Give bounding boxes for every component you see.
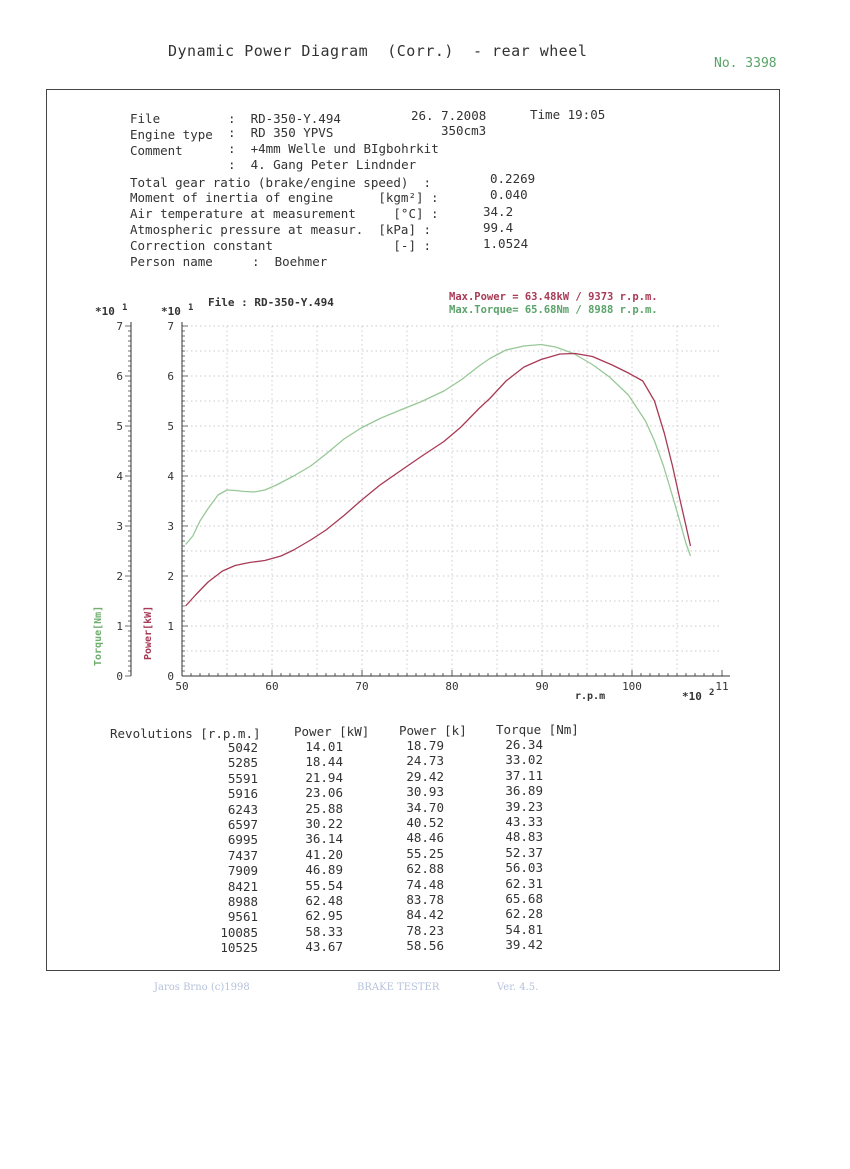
table-cell: 43.67 bbox=[305, 939, 343, 955]
x-tick-label: 60 bbox=[265, 680, 279, 693]
file-value: : RD-350-Y.494 bbox=[228, 111, 341, 126]
table-cell: 41.20 bbox=[305, 846, 343, 862]
comment-value-1: : +4mm Welle und BIgbohrkit bbox=[228, 141, 439, 156]
table-cell: 18.79 bbox=[406, 738, 444, 753]
table-cell: 9561 bbox=[227, 909, 258, 925]
table-cell: 39.23 bbox=[505, 798, 543, 814]
y-tick-label-power: 2 bbox=[167, 570, 174, 583]
inertia-label: Moment of inertia of engine [kgm²] : bbox=[130, 190, 439, 205]
air-temp-value: 34.2 bbox=[483, 204, 514, 219]
page-title: Dynamic Power Diagram (Corr.) - rear wheel bbox=[168, 42, 588, 60]
table-cell: 30.93 bbox=[406, 784, 444, 800]
engine-type-value: : RD 350 YPVS bbox=[228, 125, 334, 140]
y-tick-label-torque: 3 bbox=[116, 520, 123, 533]
table-column bbox=[220, 740, 258, 955]
table-cell: 25.88 bbox=[305, 800, 343, 816]
max-power-label: Max.Power = 63.48kW / 9373 r.p.m. bbox=[449, 291, 658, 303]
y-tick-label-torque: 6 bbox=[116, 370, 123, 383]
table-cell: 84.42 bbox=[406, 907, 444, 923]
table-cell: 5916 bbox=[227, 786, 258, 802]
table-header-power-k: Power [k] bbox=[399, 723, 467, 738]
table-cell: 62.88 bbox=[406, 861, 444, 877]
table-cell: 55.25 bbox=[406, 845, 444, 861]
power-multiplier: *10 bbox=[161, 305, 181, 318]
file-label: File bbox=[130, 111, 161, 126]
table-cell: 29.42 bbox=[406, 768, 444, 784]
table-cell: 46.89 bbox=[305, 862, 343, 878]
table-cell: 5591 bbox=[227, 770, 258, 786]
correction-value: 1.0524 bbox=[483, 236, 529, 251]
table-cell: 58.56 bbox=[406, 938, 444, 954]
pressure-label: Atmospheric pressure at measur. [kPa] : bbox=[130, 222, 432, 237]
gear-ratio-label: Total gear ratio (brake/engine speed) : bbox=[130, 175, 432, 190]
table-cell: 74.48 bbox=[406, 876, 444, 892]
y-tick-label-power: 6 bbox=[167, 370, 174, 383]
table-cell: 62.95 bbox=[305, 908, 343, 924]
table-cell: 26.34 bbox=[505, 737, 543, 752]
table-cell: 18.44 bbox=[305, 754, 343, 770]
x-tick-label: 80 bbox=[445, 680, 459, 693]
table-cell: 78.23 bbox=[406, 922, 444, 938]
document-number: No. 3398 bbox=[714, 56, 777, 71]
chart-series bbox=[186, 345, 691, 607]
table-column bbox=[505, 737, 543, 952]
correction-label: Correction constant [-] : bbox=[130, 238, 432, 253]
table-cell: 62.48 bbox=[305, 892, 343, 908]
torque-multiplier: *10 bbox=[95, 305, 115, 318]
table-cell: 65.68 bbox=[505, 890, 543, 906]
y-tick-label-power: 7 bbox=[167, 320, 174, 333]
y-tick-label-power: 4 bbox=[167, 470, 174, 483]
footer-version: Ver. 4.5. bbox=[497, 982, 539, 993]
chart-labels bbox=[93, 291, 729, 703]
table-cell: 21.94 bbox=[305, 769, 343, 785]
x-multiplier: *10 bbox=[682, 690, 702, 703]
table-cell: 48.46 bbox=[406, 830, 444, 846]
table-column bbox=[406, 738, 444, 953]
footer-product: BRAKE TESTER bbox=[357, 982, 440, 993]
y-tick-label-power: 5 bbox=[167, 420, 174, 433]
person-label: Person name bbox=[130, 254, 213, 269]
pressure-value: 99.4 bbox=[483, 220, 514, 235]
table-cell: 37.11 bbox=[505, 767, 543, 783]
table-cell: 6243 bbox=[227, 801, 258, 817]
x-axis-label: r.p.m bbox=[575, 691, 606, 702]
y-tick-label-torque: 5 bbox=[116, 420, 123, 433]
table-cell: 24.73 bbox=[406, 753, 444, 769]
air-temp-label: Air temperature at measurement [°C] : bbox=[130, 206, 439, 221]
table-cell: 30.22 bbox=[305, 815, 343, 831]
y-tick-label-power: 3 bbox=[167, 520, 174, 533]
y-tick-label-torque: 4 bbox=[116, 470, 123, 483]
table-cell: 40.52 bbox=[406, 814, 444, 830]
table-cell: 58.33 bbox=[305, 923, 343, 939]
table-cell: 14.01 bbox=[305, 739, 343, 754]
y-tick-label-torque: 7 bbox=[116, 320, 123, 333]
power-axis-label: Power[kW] bbox=[143, 605, 154, 660]
power-multiplier-exp: 1 bbox=[188, 303, 194, 313]
x-tick-label: 11 bbox=[715, 680, 729, 693]
y-tick-label-torque: 0 bbox=[116, 670, 123, 683]
table-cell: 62.28 bbox=[505, 906, 543, 922]
table-cell: 8988 bbox=[227, 893, 258, 909]
table-cell: 6597 bbox=[227, 816, 258, 832]
y-tick-label-torque: 1 bbox=[116, 620, 123, 633]
x-tick-label: 70 bbox=[355, 680, 369, 693]
table-cell: 36.89 bbox=[505, 783, 543, 799]
table-cell: 39.42 bbox=[505, 937, 543, 953]
table-cell: 10525 bbox=[220, 940, 258, 956]
table-cell: 55.54 bbox=[305, 877, 343, 893]
max-torque-label: Max.Torque= 65.68Nm / 8988 r.p.m. bbox=[449, 304, 658, 316]
table-cell: 52.37 bbox=[505, 844, 543, 860]
table-cell: 5285 bbox=[227, 755, 258, 771]
torque-multiplier-exp: 1 bbox=[122, 303, 128, 313]
torque-axis-label: Torque[Nm] bbox=[93, 605, 104, 666]
table-cell: 10085 bbox=[220, 924, 258, 940]
y-tick-label-torque: 2 bbox=[116, 570, 123, 583]
y-tick-label-power: 0 bbox=[167, 670, 174, 683]
table-cell: 34.70 bbox=[406, 799, 444, 815]
x-tick-label: 50 bbox=[175, 680, 189, 693]
table-cell: 23.06 bbox=[305, 785, 343, 801]
y-tick-label-power: 1 bbox=[167, 620, 174, 633]
person-value: : Boehmer bbox=[252, 254, 328, 269]
table-cell: 43.33 bbox=[505, 813, 543, 829]
displacement: 350cm3 bbox=[441, 123, 487, 138]
comment-value-2: : 4. Gang Peter Lindnder bbox=[228, 157, 417, 172]
table-cell: 36.14 bbox=[305, 831, 343, 847]
table-cell: 6995 bbox=[227, 832, 258, 848]
chart-grid bbox=[182, 326, 722, 676]
power-series-line bbox=[186, 354, 691, 607]
x-multiplier-exp: 2 bbox=[709, 688, 715, 698]
table-column bbox=[305, 739, 343, 954]
table-header-power-kw: Power [kW] bbox=[294, 724, 370, 739]
table-header-rpm: Revolutions [r.p.m.] bbox=[110, 726, 261, 741]
chart-file-label: File : RD-350-Y.494 bbox=[208, 296, 334, 309]
x-tick-label: 100 bbox=[622, 680, 642, 693]
table-header-torque: Torque [Nm] bbox=[496, 722, 579, 737]
table-cell: 83.78 bbox=[406, 891, 444, 907]
table-cell: 7909 bbox=[227, 863, 258, 879]
x-tick-label: 90 bbox=[535, 680, 549, 693]
footer-author: Jaros Brno (c)1998 bbox=[154, 982, 250, 993]
comment-label: Comment bbox=[130, 143, 183, 158]
table-cell: 5042 bbox=[227, 740, 258, 755]
inertia-value: 0.040 bbox=[490, 187, 528, 202]
test-time: Time 19:05 bbox=[530, 107, 606, 122]
table-cell: 33.02 bbox=[505, 752, 543, 768]
engine-type-label: Engine type bbox=[130, 127, 213, 142]
table-cell: 8421 bbox=[227, 878, 258, 894]
table-cell: 7437 bbox=[227, 847, 258, 863]
test-date: 26. 7.2008 bbox=[411, 108, 487, 123]
table-cell: 54.81 bbox=[505, 921, 543, 937]
gear-ratio-value: 0.2269 bbox=[490, 171, 536, 186]
table-cell: 48.83 bbox=[505, 829, 543, 845]
table-cell: 56.03 bbox=[505, 860, 543, 876]
table-cell: 62.31 bbox=[505, 875, 543, 891]
